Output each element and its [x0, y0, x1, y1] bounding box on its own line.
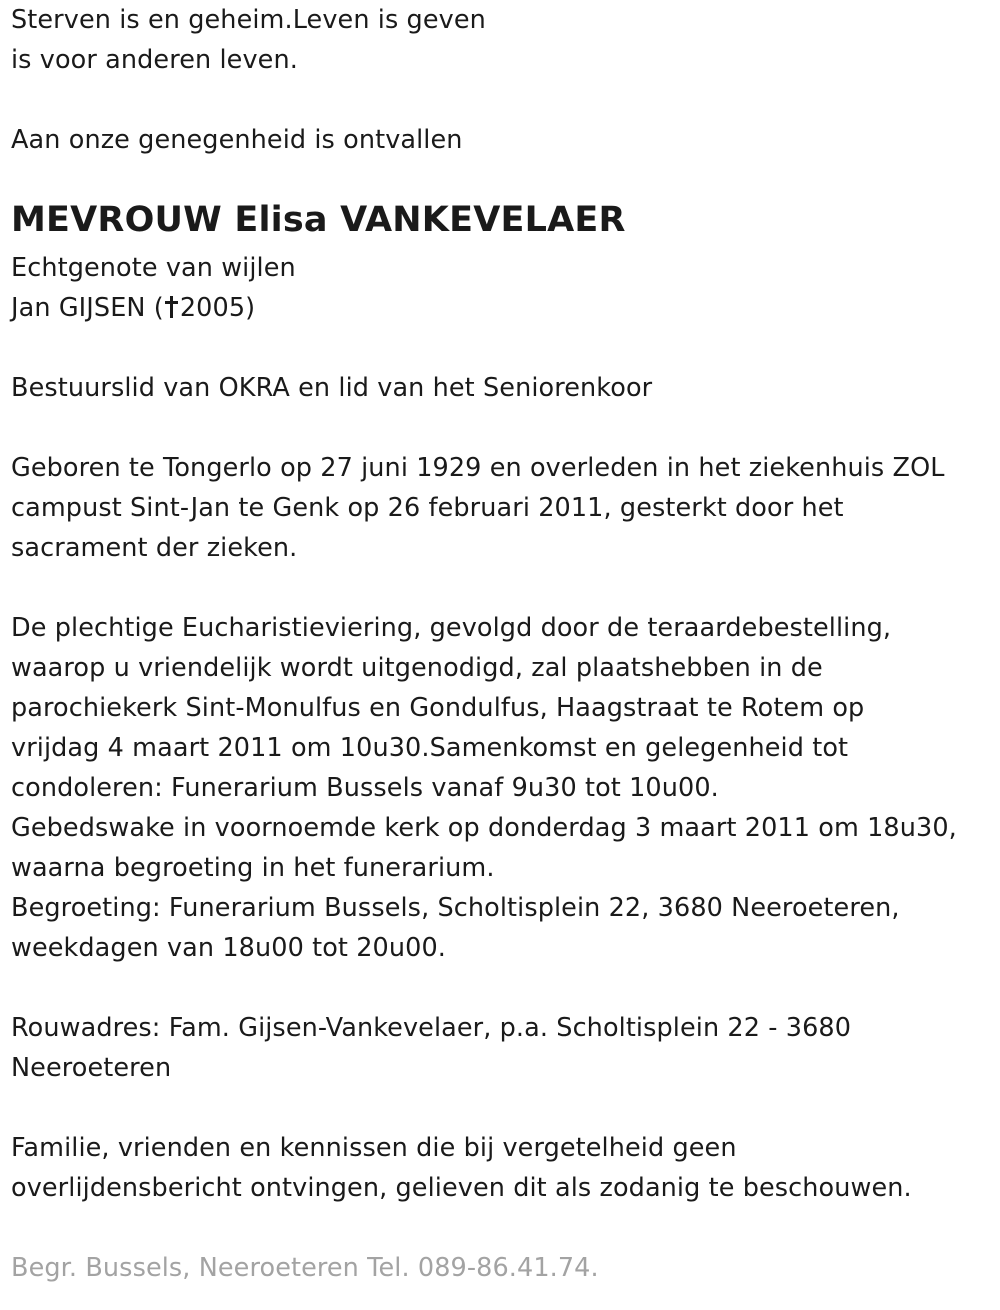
- obituary-notice: [11, 0, 996, 1288]
- birth-death-line: sacrament der zieken.: [11, 533, 298, 563]
- ceremony-line: condoleren: Funerarium Bussels vanaf 9u30 tot 10u00.: [11, 773, 719, 803]
- notice-line: overlijdensbericht ontvingen, gelieven dit als zodanig te beschouwen.: [11, 1173, 912, 1203]
- funeral-home-footer: Begr. Bussels, Neeroeteren Tel. 089-86.41.74.: [11, 1253, 599, 1283]
- address-line: Neeroeteren: [11, 1053, 172, 1083]
- spacer: [11, 160, 996, 192]
- relation-text: Echtgenote van wijlen: [11, 253, 296, 283]
- ceremony-line: waarop u vriendelijk wordt uitgenodigd, zal plaatshebben in de: [11, 653, 823, 683]
- spacer: [11, 968, 996, 1008]
- spacer: [11, 1208, 996, 1248]
- notice-line: Familie, vrienden en kennissen die bij vergetelheid geen: [11, 1133, 737, 1163]
- spacer: [11, 568, 996, 608]
- ceremony-line: Gebedswake in voornoemde kerk op donderdag 3 maart 2011 om 18u30,: [11, 813, 957, 843]
- spacer: [11, 80, 996, 120]
- spouse-name: Jan GIJSEN (: [11, 293, 164, 323]
- intro-line: Sterven is en geheim.Leven is geven: [11, 5, 486, 35]
- spouse-year: 2005): [179, 293, 256, 323]
- cross-icon: [165, 296, 177, 318]
- ceremony-line: parochiekerk Sint-Monulfus en Gondulfus, Haagstraat te Rotem op: [11, 693, 865, 723]
- address-line: Rouwadres: Fam. Gijsen-Vankevelaer, p.a. Scholtisplein 22 - 3680: [11, 1013, 852, 1043]
- ceremony-line: De plechtige Eucharistieviering, gevolgd door de teraardebestelling,: [11, 613, 892, 643]
- spouse-line: [11, 288, 996, 328]
- spacer: [11, 408, 996, 448]
- ceremony-line: vrijdag 4 maart 2011 om 10u30.Samenkomst en gelegenheid tot: [11, 733, 849, 763]
- birth-death-line: Geboren te Tongerlo op 27 juni 1929 en overleden in het ziekenhuis ZOL: [11, 453, 945, 483]
- ceremony-line: Begroeting: Funerarium Bussels, Scholtisplein 22, 3680 Neeroeteren,: [11, 893, 900, 923]
- intro-line: Aan onze genegenheid is ontvallen: [11, 125, 463, 155]
- birth-death-line: campust Sint-Jan te Genk op 26 februari 2011, gesterkt door het: [11, 493, 844, 523]
- spacer: [11, 1088, 996, 1128]
- intro-line: is voor anderen leven.: [11, 45, 298, 75]
- deceased-name: MEVROUW Elisa VANKEVELAER: [11, 200, 626, 240]
- membership-text: Bestuurslid van OKRA en lid van het Seniorenkoor: [11, 373, 653, 403]
- spacer: [11, 328, 996, 368]
- ceremony-line: waarna begroeting in het funerarium.: [11, 853, 495, 883]
- ceremony-line: weekdagen van 18u00 tot 20u00.: [11, 933, 446, 963]
